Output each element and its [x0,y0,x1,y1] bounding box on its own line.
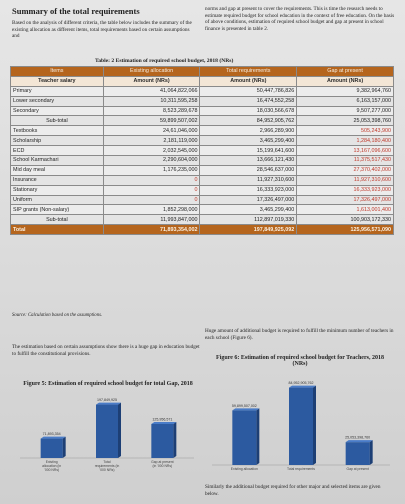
cell-existing: 2,290,604,000 [103,156,200,166]
cell-item: Uniform [11,195,104,205]
cell-existing: 0 [103,175,200,185]
cell-existing: 0 [103,185,200,195]
bar [41,439,63,458]
cell-gap: 11,927,310,600 [297,175,394,185]
cell-existing: 71,893,354,002 [103,225,200,235]
bar-top [232,408,259,410]
cell-gap: 505,243,900 [297,126,394,136]
category-label: requirements (in [94,464,120,468]
category-label: Total [103,460,111,464]
cell-required: 3,465,299,400 [200,136,297,146]
subheader-amount: Amount (NRs) [103,76,200,86]
cell-required: 3,465,299,400 [200,205,297,215]
cell-item: Textbooks [11,126,104,136]
header-required: Total requirements [200,67,297,77]
category-label: Existing [45,460,58,464]
cell-gap: 16,333,923,000 [297,185,394,195]
category-label: '000 NRs) [99,468,115,472]
cell-existing: 1,176,235,000 [103,165,200,175]
header-existing: Existing allocation [103,67,200,77]
figure5-title: Figure 5: Estimation of required school budget for total Gap, 2018 [23,381,193,387]
category-label: '000 NRs) [44,468,60,472]
data-label: 84,952,905,762 [288,381,314,386]
category-label: (in '000 NRs) [152,464,173,468]
data-label: 197,849,925 [97,398,117,403]
table-header-row [11,67,394,77]
figure6-title: Figure 6: Estimation of required school budget for Teachers, 2018 (NRs) [216,355,384,367]
cell-gap: 100,903,172,330 [297,215,394,225]
table-row [11,136,394,146]
cell-item: Sub-total [11,215,104,225]
cell-gap: 25,053,398,760 [297,116,394,126]
cell-existing: 0 [103,195,200,205]
category-label: Total requirements [287,467,315,471]
table-row [11,86,394,96]
data-label: 59,899,507,002 [231,403,257,408]
cell-gap: 6,163,157,000 [297,96,394,106]
summary-paragraph-left: Based on the analysis of different criteria, the table below includes the summary of the existing allocation as different items, total requirements based on certain assumptions and [12,20,192,40]
table-row [11,156,394,166]
cell-required: 50,447,786,826 [200,86,297,96]
cell-gap: 17,326,497,000 [297,195,394,205]
table-row [11,96,394,106]
cell-gap: 11,375,517,430 [297,156,394,166]
cell-existing: 41,064,822,066 [103,86,200,96]
cell-required: 84,952,905,762 [200,116,297,126]
header-items: Items [11,67,104,77]
cell-required: 17,326,497,000 [200,195,297,205]
cell-gap: 13,167,096,600 [297,146,394,156]
cell-existing: 1,852,298,000 [103,205,200,215]
cell-required: 15,199,641,600 [200,146,297,156]
source-note: Source: Calculation based on the assumptions. [12,313,103,318]
cell-required: 13,666,121,430 [200,156,297,166]
cell-required: 11,927,310,600 [200,175,297,185]
bar-side [256,408,259,465]
table-row [11,126,394,136]
subheader-amount: Amount (NRs) [297,76,394,86]
bar-top [289,386,316,388]
cell-gap: 9,382,964,760 [297,86,394,96]
cell-item: Mid day meal [11,165,104,175]
table-subtotal-row [11,215,394,225]
table-row [11,165,394,175]
subheader-teacher-salary: Teacher salary [11,76,104,86]
bar-top [151,422,176,424]
bar-side [63,437,66,458]
cell-item: Lower secondary [11,96,104,106]
category-label: Gap at present [346,467,369,471]
data-label: 25,053,398,760 [345,435,371,440]
data-label: 125,956,571 [152,417,173,422]
table-total-row [11,225,394,235]
cell-gap: 1,284,180,400 [297,136,394,146]
category-label: allocation (in [42,464,62,468]
cell-gap: 1,613,001,400 [297,205,394,215]
table-row [11,195,394,205]
table-row [11,106,394,116]
cell-item: Sub-total [11,116,104,126]
bottom-paragraph: Similarly the additional budget required for other major and selected items are given below. [205,484,381,497]
header-gap: Gap at present [297,67,394,77]
bar-top [346,440,373,442]
table-row [11,175,394,185]
table-row [11,185,394,195]
cell-required: 197,849,925,092 [200,225,297,235]
lower-right-paragraph: Huge amount of additional budget is required to fulfill the minimum number of teachers in each school (Figure 6). [205,328,394,341]
summary-paragraph-right: norms and gap at present to cover the requirements. This is time the research needs to estimate required budget for school education in the context of free education. On the basis of above conditions, estimation of required school budget and gap at present in school finance is presented in table 2. [205,6,395,32]
cell-required: 18,030,566,678 [200,106,297,116]
bar-top [41,437,66,439]
bar [289,388,313,465]
bar-side [313,386,316,465]
cell-existing: 2,181,119,000 [103,136,200,146]
figure6-chart [206,375,396,479]
table-body [11,86,394,234]
cell-required: 16,474,552,258 [200,96,297,106]
cell-required: 2,966,289,900 [200,126,297,136]
bar-side [173,422,176,458]
table-row [11,205,394,215]
cell-item: Scholarship [11,136,104,146]
cell-existing: 10,311,595,258 [103,96,200,106]
bar [96,405,118,458]
cell-gap: 9,507,277,000 [297,106,394,116]
table-row [11,146,394,156]
cell-required: 28,546,637,000 [200,165,297,175]
cell-existing: 2,032,545,000 [103,146,200,156]
section-title: Summary of the total requirements [12,6,140,16]
cell-item: Insurance [11,175,104,185]
cell-existing: 24,61,046,000 [103,126,200,136]
cell-item: Secondary [11,106,104,116]
bar-top [96,403,121,405]
bar [151,424,173,458]
bar-side [118,403,121,458]
cell-existing: 11,993,847,000 [103,215,200,225]
table-caption: Table: 2 Estimation of required school budget, 2018 (NRs) [95,58,234,64]
cell-required: 112,897,019,330 [200,215,297,225]
bar [346,442,370,465]
cell-gap: 125,956,571,090 [297,225,394,235]
cell-required: 16,333,923,000 [200,185,297,195]
bar [232,410,256,465]
cell-item: School Karmachari [11,156,104,166]
table-subtotal-row [11,116,394,126]
subheader-amount: Amount (NRs) [200,76,297,86]
bar-side [370,440,373,465]
cell-existing: 8,523,289,678 [103,106,200,116]
cell-item: Stationary [11,185,104,195]
cell-item: Primary [11,86,104,96]
cell-item: SIP grants (Non-salary) [11,205,104,215]
cell-gap: 27,370,402,000 [297,165,394,175]
figure5-chart [14,396,200,478]
cell-item: ECD [11,146,104,156]
category-label: Existing allocation [230,467,258,471]
category-label: Gap at present [151,460,174,464]
table-subheader-row [11,76,394,86]
budget-table [10,66,394,235]
data-label: 71,893,354 [42,432,61,437]
cell-item: Total [11,225,104,235]
cell-existing: 59,899,507,002 [103,116,200,126]
lower-left-paragraph: The estimation based on certain assumptions show there is a huge gap in education budget to fulfill the constitutional provisions. [12,344,200,357]
